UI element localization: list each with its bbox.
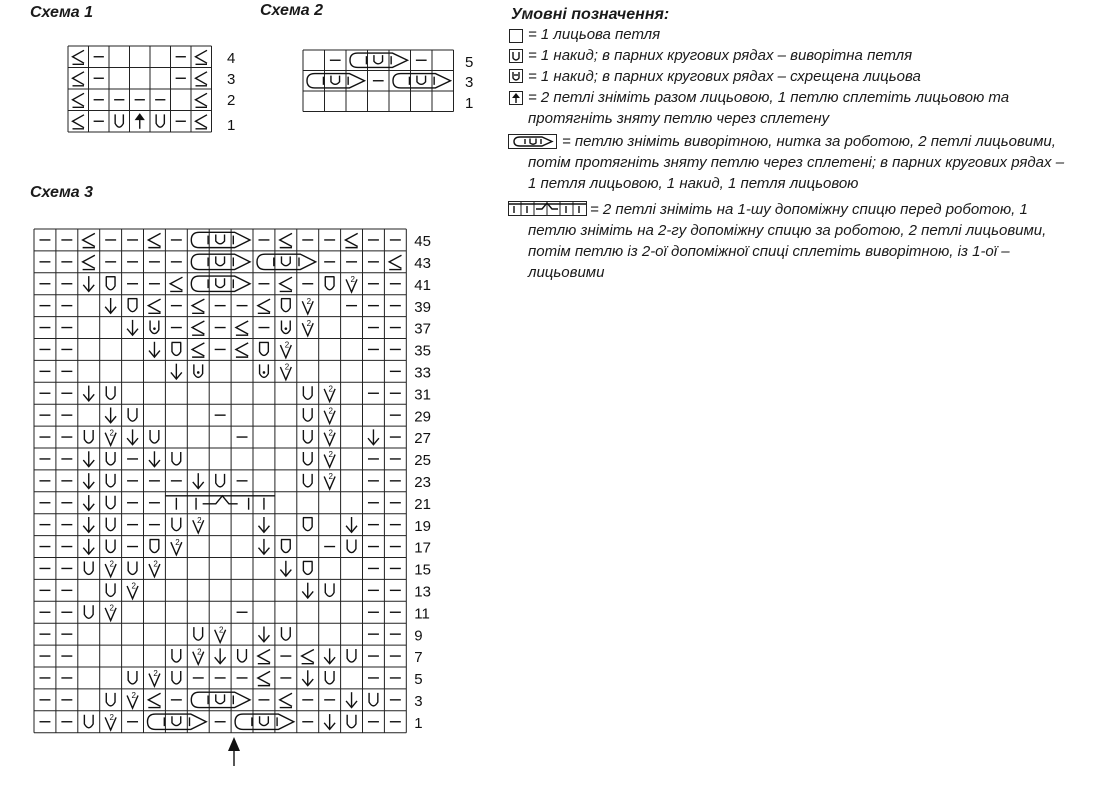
- legend-title: Умовні позначення:: [511, 6, 670, 23]
- svg-text:2: 2: [328, 428, 334, 438]
- scheme3-row-1: 1: [414, 714, 423, 732]
- scheme3-row-33: 33: [414, 364, 431, 382]
- scheme2-row-3: 3: [465, 74, 474, 91]
- scheme3-row-37: 37: [414, 320, 431, 338]
- svg-text:2: 2: [109, 603, 115, 613]
- scheme3-row-39: 39: [414, 298, 431, 316]
- svg-text:2: 2: [109, 428, 115, 438]
- scheme3-row-3: 3: [414, 692, 423, 710]
- scheme3-chart: [34, 229, 464, 769]
- svg-text:2: 2: [153, 559, 158, 569]
- scheme2-row-5: 5: [465, 54, 474, 71]
- legend-item-5: = петлю зніміть виворітною, нитка за роботою, 2 петлі лицьовими, потім протягніть зняту петлю через сплетені; в парних кругових рядах – 1 петля лицьовою, 1 накид, 1 петля лицьовою: [528, 133, 1065, 192]
- scheme3-row-27: 27: [414, 430, 431, 448]
- svg-text:2: 2: [219, 625, 224, 635]
- svg-text:2: 2: [131, 581, 136, 591]
- scheme2-chart: [303, 50, 493, 120]
- scheme3-row-7: 7: [414, 649, 423, 667]
- svg-text:2: 2: [131, 691, 136, 701]
- svg-text:2: 2: [328, 384, 334, 394]
- scheme1-row-1: 1: [227, 117, 236, 134]
- scheme3-row-15: 15: [414, 561, 431, 579]
- scheme3-row-43: 43: [414, 254, 431, 272]
- legend-item-6: = 2 петлі зніміть на 1-шу допоміжну спицю перед роботою, 1 петлю зніміть на 2-гу допоміжну спицю за роботою, 2 петлі лицьовими, потім петлю із 2-ої допоміжної спиці сплетіть виворітною, із 1-ої – лицьовими: [528, 201, 1047, 281]
- empty-square-icon: [509, 29, 523, 43]
- legend-item-4: = 2 петлі зніміть разом лицьовою, 1 петлю сплетіть лицьовою та протягніть зняту петлю через сплетену: [528, 89, 1010, 127]
- svg-text:2: 2: [153, 669, 158, 679]
- scheme3-row-41: 41: [414, 276, 431, 294]
- scheme1-row-3: 3: [227, 71, 236, 88]
- scheme3-row-19: 19: [414, 517, 431, 535]
- legend-item-3: = 1 накид; в парних кругових рядах – схрещена лицьова: [528, 68, 921, 85]
- scheme3-row-29: 29: [414, 408, 431, 426]
- scheme3-row-21: 21: [414, 495, 431, 513]
- yarn-over-icon: [509, 49, 523, 63]
- scheme1-title: Схема 1: [30, 4, 94, 21]
- legend-item-2: = 1 накид; в парних кругових рядах – виворітна петля: [528, 47, 913, 64]
- svg-text:2: 2: [197, 515, 202, 525]
- scheme3-row-25: 25: [414, 452, 431, 470]
- scheme3-row-17: 17: [414, 539, 431, 557]
- svg-text:2: 2: [328, 472, 334, 482]
- svg-text:2: 2: [109, 559, 115, 569]
- scheme2-row-1: 1: [465, 95, 474, 112]
- scheme3-row-5: 5: [414, 671, 423, 689]
- yarn-over-twisted-icon: [509, 69, 523, 83]
- scheme3-row-35: 35: [414, 342, 431, 360]
- scheme2-title: Схема 2: [260, 2, 324, 19]
- scheme3-row-11: 11: [414, 605, 430, 623]
- svg-text:2: 2: [284, 340, 290, 350]
- svg-text:2: 2: [306, 296, 312, 306]
- svg-text:2: 2: [197, 647, 202, 657]
- scheme1-row-4: 4: [227, 50, 236, 67]
- svg-text:2: 2: [109, 712, 115, 722]
- legend-item-1: = 1 лицьова петля: [528, 26, 661, 43]
- svg-text:2: 2: [350, 274, 355, 284]
- scheme3-row-31: 31: [414, 386, 431, 404]
- scheme1-chart: [68, 46, 268, 136]
- svg-text:2: 2: [306, 318, 312, 328]
- arrow-up-icon: [509, 91, 523, 105]
- svg-text:2: 2: [175, 537, 180, 547]
- scheme1-row-2: 2: [227, 92, 236, 109]
- start-arrow-icon: [228, 737, 240, 766]
- svg-text:2: 2: [328, 450, 334, 460]
- scheme3-row-23: 23: [414, 473, 431, 491]
- scheme3-row-9: 9: [414, 627, 423, 645]
- scheme3-title: Схема 3: [30, 184, 94, 201]
- scheme3-row-45: 45: [414, 233, 431, 251]
- svg-text:2: 2: [328, 406, 334, 416]
- scheme3-row-13: 13: [414, 583, 431, 601]
- svg-text:2: 2: [284, 362, 290, 372]
